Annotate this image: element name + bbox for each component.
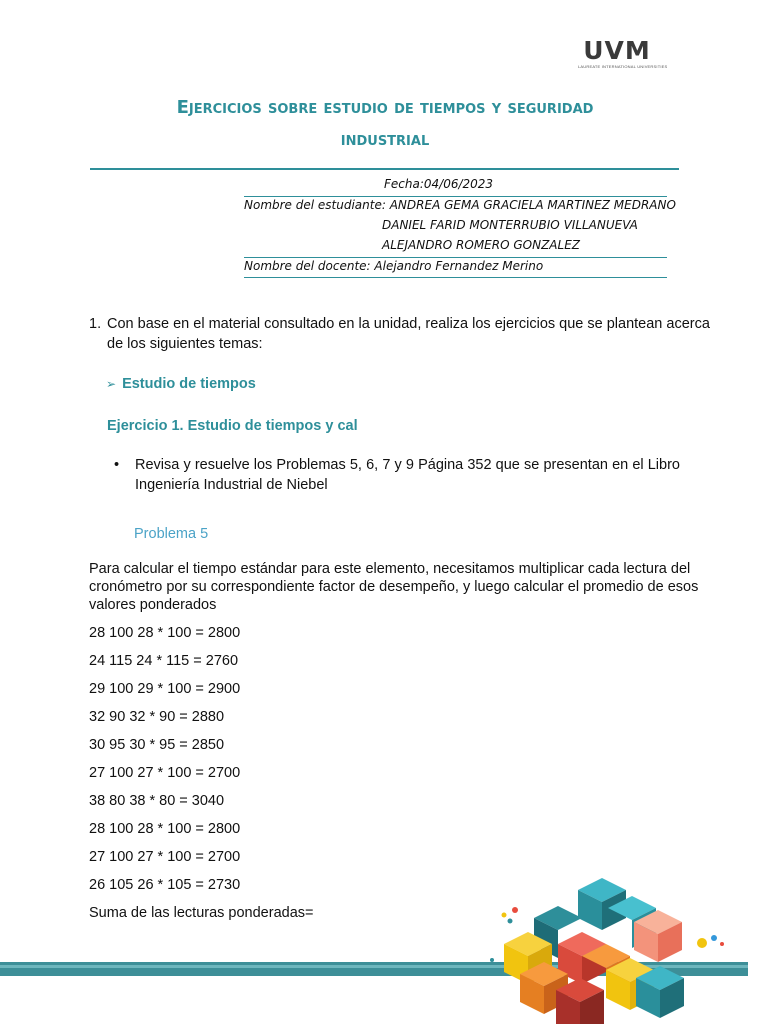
bullet-icon: • bbox=[114, 457, 120, 473]
bullet-line-1: Revisa y resuelve los Problemas 5, 6, 7 y 9 Página 352 que se presentan en el Libro bbox=[135, 457, 680, 473]
para-line-1: Para calcular el tiempo estándar para este elemento, necesitamos multiplicar cada lectura del bbox=[89, 561, 691, 577]
problem-heading: Problema 5 bbox=[134, 526, 209, 542]
student-label: Nombre del estudiante: bbox=[244, 198, 386, 212]
exercise-heading: Ejercicio 1. Estudio de tiempos y cal bbox=[107, 418, 358, 434]
intro-paragraph bbox=[107, 314, 710, 354]
bullet-text bbox=[135, 455, 680, 495]
bullet-line-2: Ingeniería Industrial de Niebel bbox=[135, 477, 328, 493]
arrow-bullet-icon: ➢ bbox=[106, 377, 117, 391]
section-title: Estudio de tiempos bbox=[122, 376, 256, 392]
item-number: 1. bbox=[89, 316, 102, 332]
uvm-logo bbox=[578, 36, 668, 69]
teacher-name: Nombre del docente: Alejandro Fernandez Merino bbox=[244, 259, 544, 273]
title-line-2: industrial bbox=[340, 129, 430, 150]
title-line-1: Ejercicios sobre estudio de tiempos y seguridad bbox=[176, 97, 594, 118]
logo-text: UVM bbox=[583, 36, 651, 65]
calc-line: 27 100 27 * 100 = 2700 bbox=[89, 849, 241, 865]
para-line-3: valores ponderados bbox=[89, 597, 217, 613]
sum-label: Suma de las lecturas ponderadas= bbox=[89, 905, 314, 921]
document-title bbox=[90, 92, 680, 156]
calc-line: 27 100 27 * 100 = 2700 bbox=[89, 765, 241, 781]
calc-line: 26 105 26 * 105 = 2730 bbox=[89, 877, 241, 893]
student-row-1 bbox=[244, 195, 676, 215]
intro-line-1: Con base en el material consultado en la unidad, realiza los ejercicios que se plantean acerca bbox=[107, 316, 710, 332]
calc-line: 29 100 29 * 100 = 2900 bbox=[89, 681, 241, 697]
calc-line: 38 80 38 * 80 = 3040 bbox=[89, 793, 225, 809]
calc-line: 24 115 24 * 115 = 2760 bbox=[89, 653, 239, 669]
calc-line: 28 100 28 * 100 = 2800 bbox=[89, 625, 241, 641]
student-name-2: DANIEL FARID MONTERRUBIO VILLANUEVA bbox=[382, 218, 638, 232]
decorative-cubes-graphic bbox=[484, 878, 734, 1024]
calc-line: 28 100 28 * 100 = 2800 bbox=[89, 821, 241, 837]
section-heading bbox=[106, 376, 256, 392]
date: Fecha:04/06/2023 bbox=[384, 177, 494, 191]
intro-line-2: de los siguientes temas: bbox=[107, 336, 263, 352]
student-name-1: ANDREA GEMA GRACIELA MARTINEZ MEDRANO bbox=[389, 198, 676, 212]
meta-divider bbox=[244, 277, 667, 278]
calc-line: 32 90 32 * 90 = 2880 bbox=[89, 709, 225, 725]
student-name-3: ALEJANDRO ROMERO GONZALEZ bbox=[382, 238, 580, 252]
logo-subtitle: LAUREATE INTERNATIONAL UNIVERSITIES bbox=[578, 64, 668, 69]
calc-line: 30 95 30 * 95 = 2850 bbox=[89, 737, 225, 753]
explanation-paragraph bbox=[89, 560, 699, 614]
para-line-2: cronómetro por su correspondiente factor de desempeño, y luego calcular el promedio de esos bbox=[89, 579, 699, 595]
title-divider bbox=[90, 168, 679, 170]
